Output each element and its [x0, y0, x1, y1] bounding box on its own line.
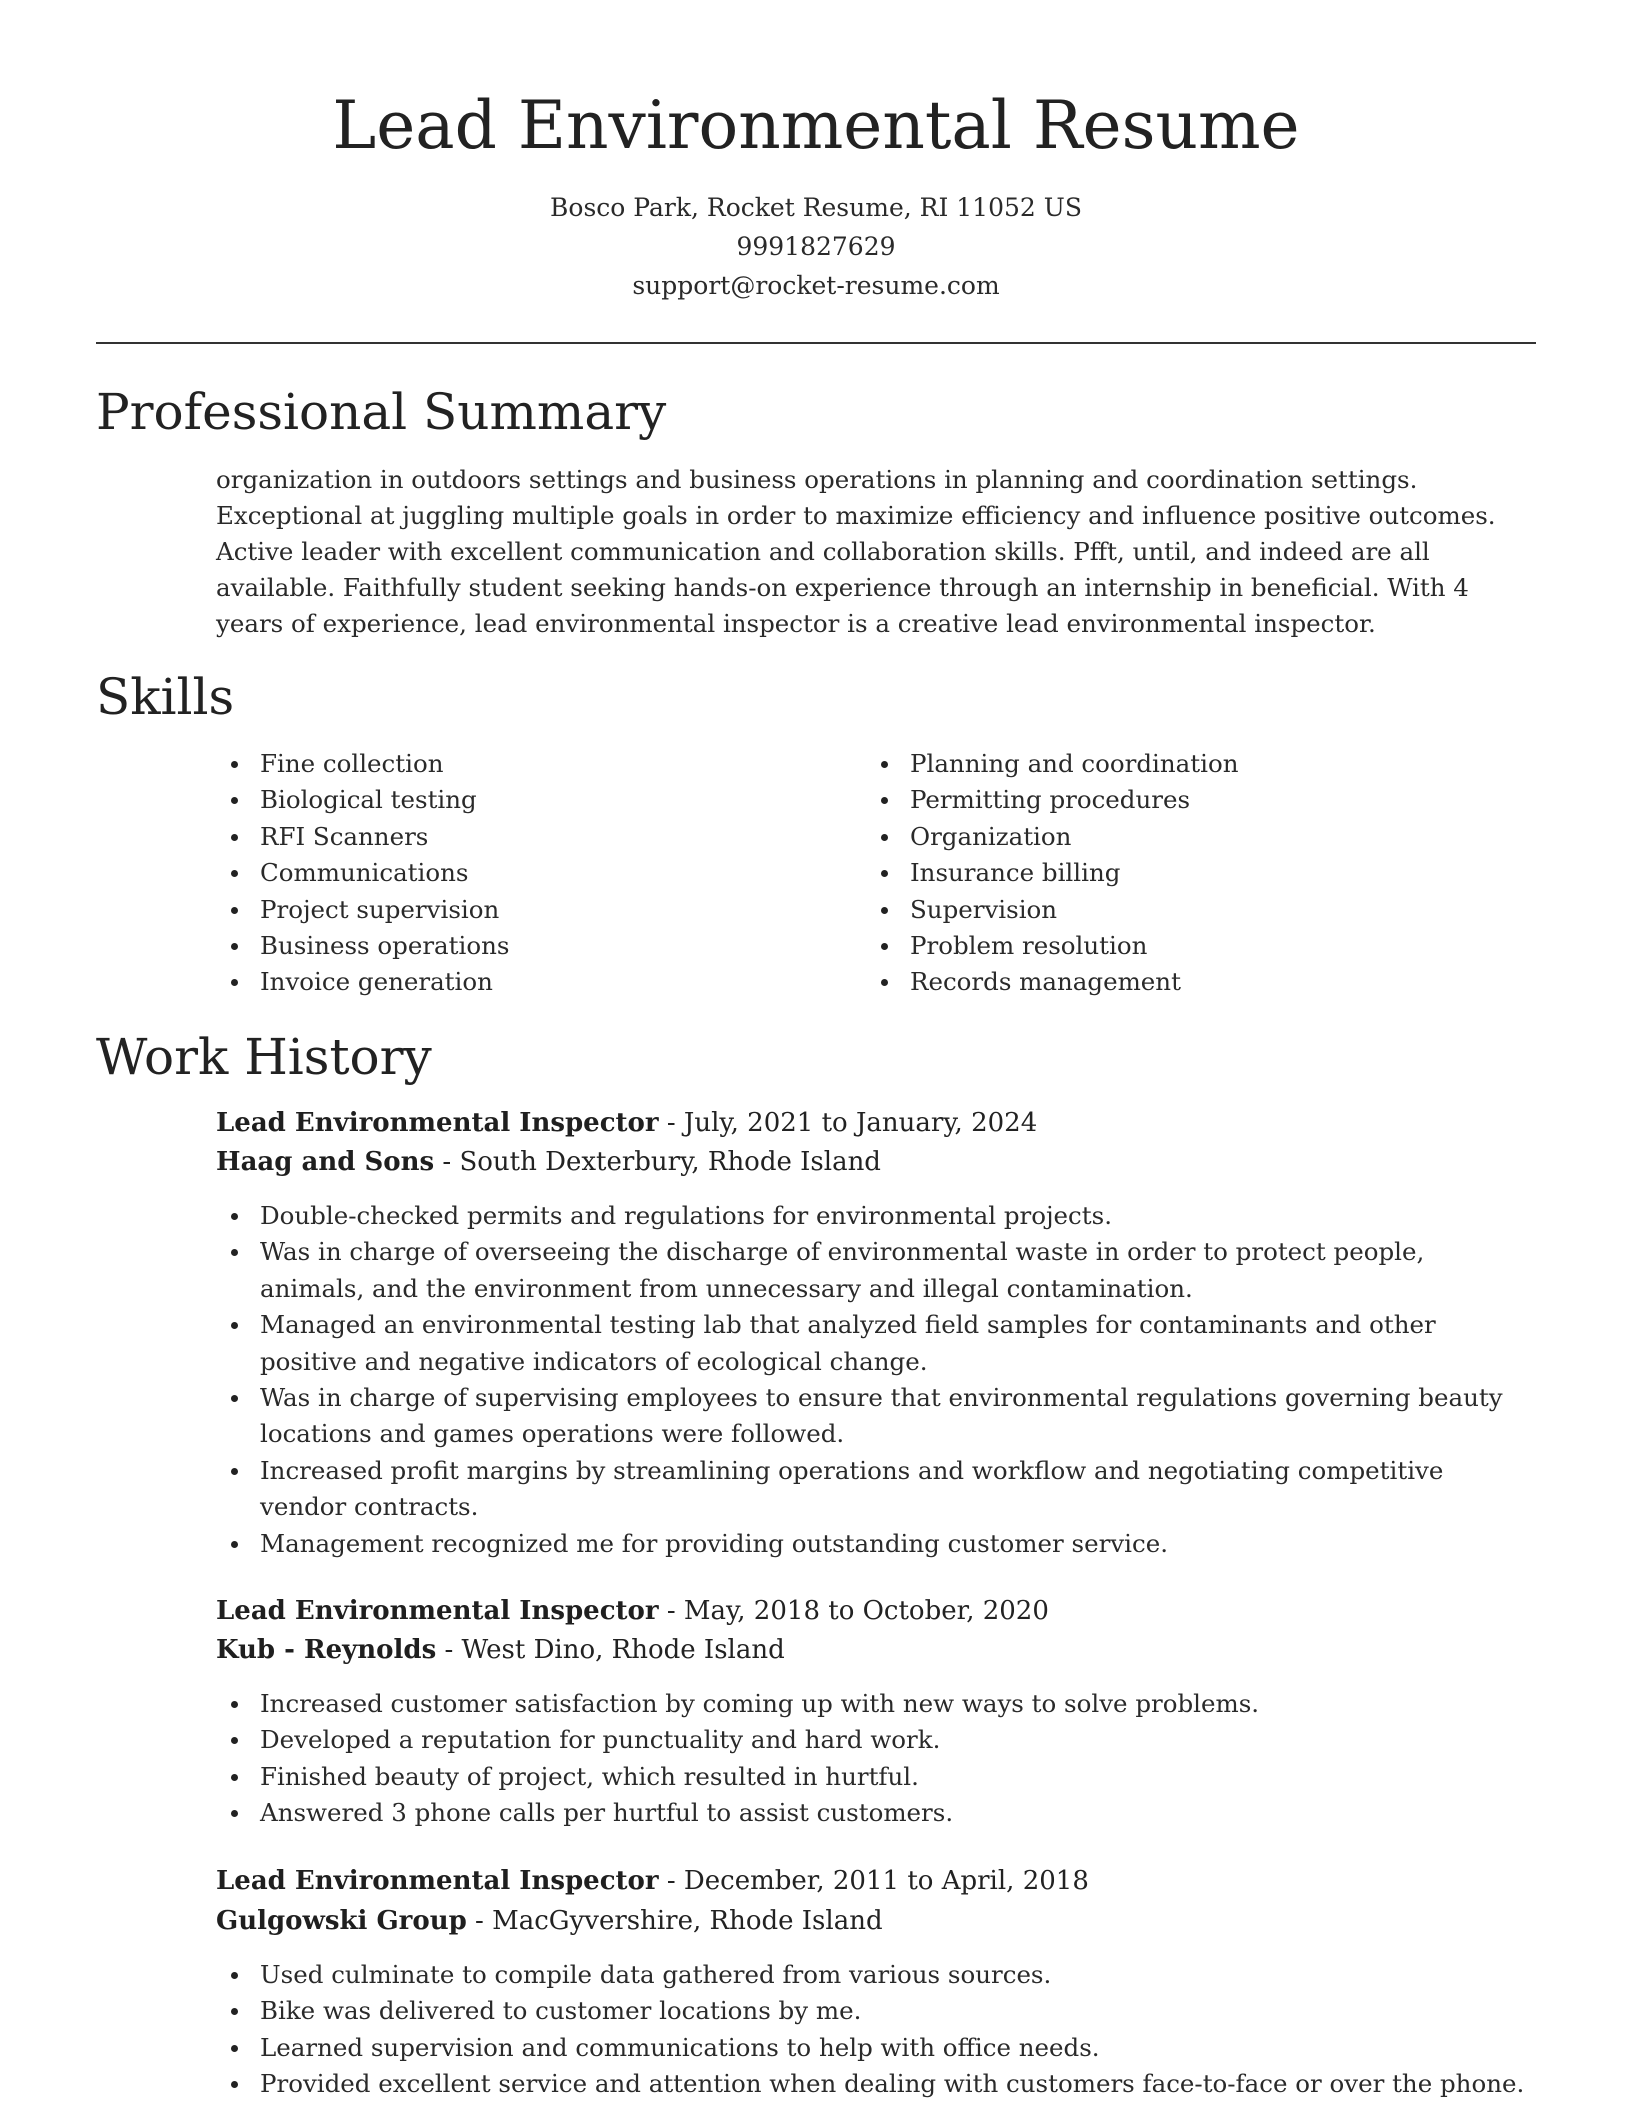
skills-list-right [866, 746, 1238, 1001]
skills-heading: Skills [96, 668, 235, 726]
job-title-line [216, 1862, 1089, 1900]
phone-number: 9991827629 [736, 232, 896, 261]
contact-info [96, 188, 1536, 305]
job-bullet: Used culminate to compile data gathered from various sources. [216, 1957, 1536, 1993]
job-bullet: Bike was delivered to customer locations by me. [216, 1993, 1536, 2029]
skill-item: Problem resolution [866, 928, 1238, 964]
job-bullet: Double-checked permits and regulations for environmental projects. [216, 1198, 1536, 1234]
job-title: Lead Environmental Inspector [216, 1866, 659, 1896]
skill-item: Organization [866, 819, 1238, 855]
job-bullet: Increased profit margins by streamlining operations and workflow and negotiating competitive vendor contracts. [216, 1453, 1536, 1526]
skill-item: Planning and coordination [866, 746, 1238, 782]
job-company-line [216, 1143, 881, 1181]
job-bullets [216, 1686, 1536, 1832]
skill-item: Supervision [866, 892, 1238, 928]
job-bullet: Was in charge of supervising employees to ensure that environmental regulations governing beauty locations and games operations were followed. [216, 1380, 1536, 1453]
skill-item: Communications [216, 855, 509, 891]
job-company: Gulgowski Group [216, 1906, 467, 1936]
job-bullet: Was in charge of overseeing the discharge of environmental waste in order to protect people, animals, and the environment from unnecessary and illegal contamination. [216, 1234, 1536, 1307]
job-title-line [216, 1104, 1037, 1142]
skill-item: Business operations [216, 928, 509, 964]
job-title-line [216, 1592, 1049, 1630]
resume-header [96, 88, 1536, 305]
job-bullets [216, 1957, 1536, 2103]
job-bullets [216, 1198, 1536, 1562]
job-bullet: Answered 3 phone calls per hurtful to assist customers. [216, 1795, 1536, 1831]
work-history-heading: Work History [96, 1028, 432, 1086]
skill-item: Biological testing [216, 782, 509, 818]
summary-heading: Professional Summary [96, 383, 667, 441]
skills-list-left [216, 746, 509, 1001]
job-bullet: Developed a reputation for punctuality and hard work. [216, 1722, 1536, 1758]
job-dates: - December, 2011 to April, 2018 [658, 1866, 1089, 1896]
job-company: Kub - Reynolds [216, 1635, 437, 1665]
address: Bosco Park, Rocket Resume, RI 11052 US [550, 193, 1082, 222]
skill-item: Project supervision [216, 892, 509, 928]
resume-title: Lead Environmental Resume [332, 87, 1300, 164]
job-bullet: Management recognized me for providing outstanding customer service. [216, 1526, 1536, 1562]
job-bullet: Provided excellent service and attention when dealing with customers face-to-face or over the phone. [216, 2066, 1536, 2102]
job-dates: - July, 2021 to January, 2024 [658, 1108, 1038, 1138]
job-bullet: Increased customer satisfaction by coming up with new ways to solve problems. [216, 1686, 1536, 1722]
header-divider [96, 342, 1536, 344]
job-bullet: Learned supervision and communications to help with office needs. [216, 2030, 1536, 2066]
skill-item: Insurance billing [866, 855, 1238, 891]
job-company-line [216, 1631, 785, 1669]
skill-item: Invoice generation [216, 964, 509, 1000]
job-location: - South Dexterbury, Rhode Island [434, 1147, 881, 1177]
job-title: Lead Environmental Inspector [216, 1596, 659, 1626]
skill-item: Permitting procedures [866, 782, 1238, 818]
job-dates: - May, 2018 to October, 2020 [658, 1596, 1049, 1626]
skill-item: Fine collection [216, 746, 509, 782]
job-bullet: Finished beauty of project, which resulted in hurtful. [216, 1759, 1536, 1795]
skill-item: RFI Scanners [216, 819, 509, 855]
job-bullet: Managed an environmental testing lab that analyzed field samples for contaminants and other positive and negative indicators of ecological change. [216, 1307, 1536, 1380]
job-company: Haag and Sons [216, 1147, 435, 1177]
job-title: Lead Environmental Inspector [216, 1108, 659, 1138]
job-company-line [216, 1902, 883, 1940]
job-location: - MacGyvershire, Rhode Island [466, 1906, 883, 1936]
summary-text: organization in outdoors settings and business operations in planning and coordination settings. Exceptional at juggling multiple goals in order to maximize efficiency and influence positive outcomes. Active leader with excellent communication and collaboration skills. Pfft, until, and indeed are all available. Faithfully student seeking hands-on experience through an internship in beneficial. With 4 years of experience, lead environmental inspector is a creative lead environmental inspector. [216, 465, 1496, 638]
email-address: support@rocket-resume.com [632, 271, 1000, 300]
skill-item: Records management [866, 964, 1238, 1000]
job-location: - West Dino, Rhode Island [436, 1635, 785, 1665]
